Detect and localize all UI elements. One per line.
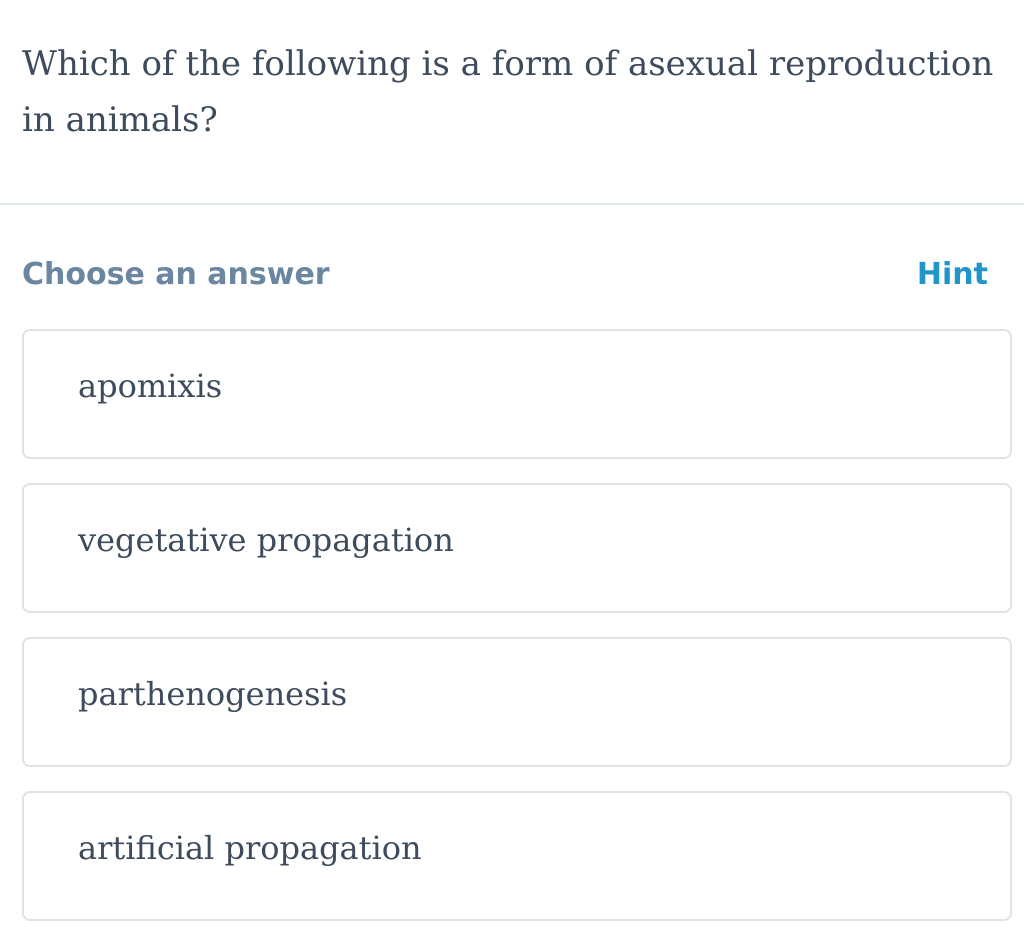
answer-choice-label: vegetative propagation xyxy=(78,521,454,559)
answer-header xyxy=(22,252,988,296)
answer-choice-artificial-propagation[interactable] xyxy=(22,791,1012,921)
answer-choice-label: artificial propagation xyxy=(78,829,422,867)
answer-choice-vegetative-propagation[interactable] xyxy=(22,483,1012,613)
answer-choice-parthenogenesis[interactable] xyxy=(22,637,1012,767)
answer-choice-apomixis[interactable] xyxy=(22,329,1012,459)
answer-choice-label: parthenogenesis xyxy=(78,675,348,713)
choose-answer-label: Choose an answer xyxy=(22,256,330,292)
hint-button[interactable]: Hint xyxy=(916,256,988,292)
answer-choice-label: apomixis xyxy=(78,367,223,405)
answer-choices xyxy=(22,329,1012,945)
divider xyxy=(0,203,1024,205)
question-text: Which of the following is a form of asexual reproduction in animals? xyxy=(22,44,994,140)
